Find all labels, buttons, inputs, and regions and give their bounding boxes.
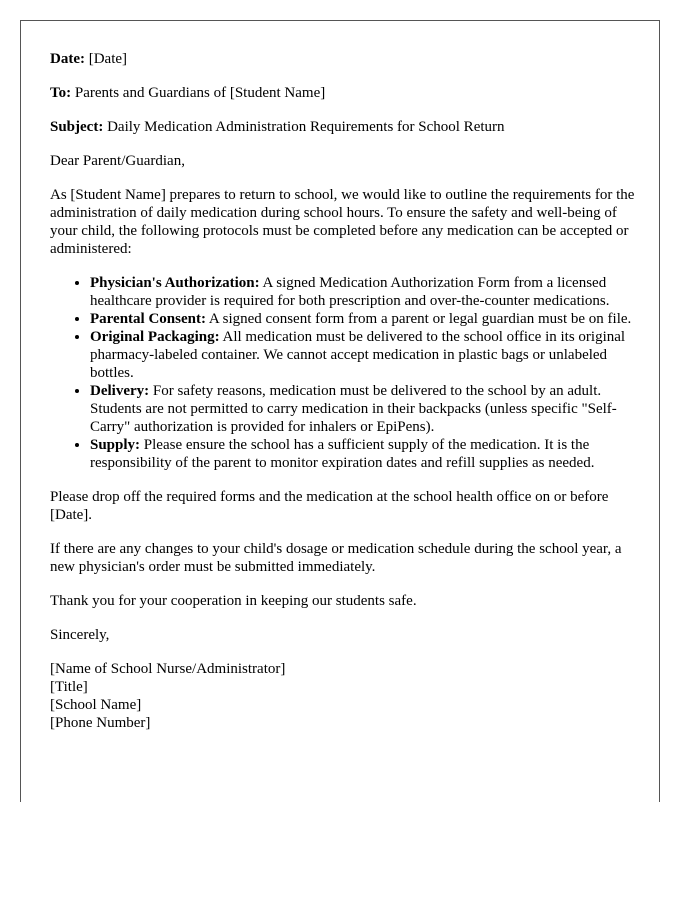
to-value: Parents and Guardians of [Student Name] [74,85,326,101]
to-label: To: [50,85,72,101]
requirement-title: Delivery: [90,383,150,399]
salutation: Dear Parent/Guardian, [50,153,185,169]
requirement-text: For safety reasons, medication must be delivered to the school by an adult. Students are not permitted to carry medication in their backpacks (unless specific "Self-Carry" authorization is provided for inhalers or EpiPens). [90,383,617,435]
requirement-title: Physician's Authorization: [90,275,260,291]
requirement-title: Supply: [90,437,141,453]
letter-body [50,50,635,732]
letter-page [20,20,660,802]
requirement-title: Original Packaging: [90,329,220,345]
subject-line [50,118,635,136]
requirement-item [90,436,635,472]
thanks-paragraph: Thank you for your cooperation in keeping our students safe. [50,593,417,609]
requirement-text: A signed Medication Authorization Form from a licensed healthcare provider is required for both prescription and over-the-counter medications. [90,275,610,309]
signature-title: [Title] [50,679,88,695]
dropoff-paragraph: Please drop off the required forms and the medication at the school health office on or before [Date]. [50,489,609,523]
signature-block [50,660,635,732]
requirement-item [90,274,635,310]
requirement-text: Please ensure the school has a sufficient supply of the medication. It is the responsibility of the parent to monitor expiration dates and refill supplies as needed. [90,437,595,471]
signature-phone: [Phone Number] [50,715,151,731]
changes-paragraph: If there are any changes to your child's dosage or medication schedule during the school year, a new physician's order must be submitted immediately. [50,541,622,575]
date-line [50,50,635,68]
requirement-title: Parental Consent: [90,311,206,327]
closing: Sincerely, [50,627,110,643]
requirement-text: All medication must be delivered to the school office in its original pharmacy-labeled container. We cannot accept medication in plastic bags or unlabeled bottles. [90,329,626,381]
date-value: [Date] [88,51,128,67]
date-label: Date: [50,51,85,67]
signature-school: [School Name] [50,697,142,713]
requirements-list [50,274,635,472]
requirement-text: A signed consent form from a parent or legal guardian must be on file. [205,311,632,327]
signature-name: [Name of School Nurse/Administrator] [50,661,286,677]
requirement-item [90,328,635,382]
to-line [50,84,635,102]
requirement-item [90,310,635,328]
subject-value: Daily Medication Administration Requirements for School Return [107,119,505,135]
requirement-item [90,382,635,436]
subject-label: Subject: [50,119,104,135]
intro-paragraph: As [Student Name] prepares to return to school, we would like to outline the requirements for the administration of daily medication during school hours. To ensure the safety and well-being of your child, the following protocols must be completed before any medication can be accepted or administered: [50,187,635,257]
